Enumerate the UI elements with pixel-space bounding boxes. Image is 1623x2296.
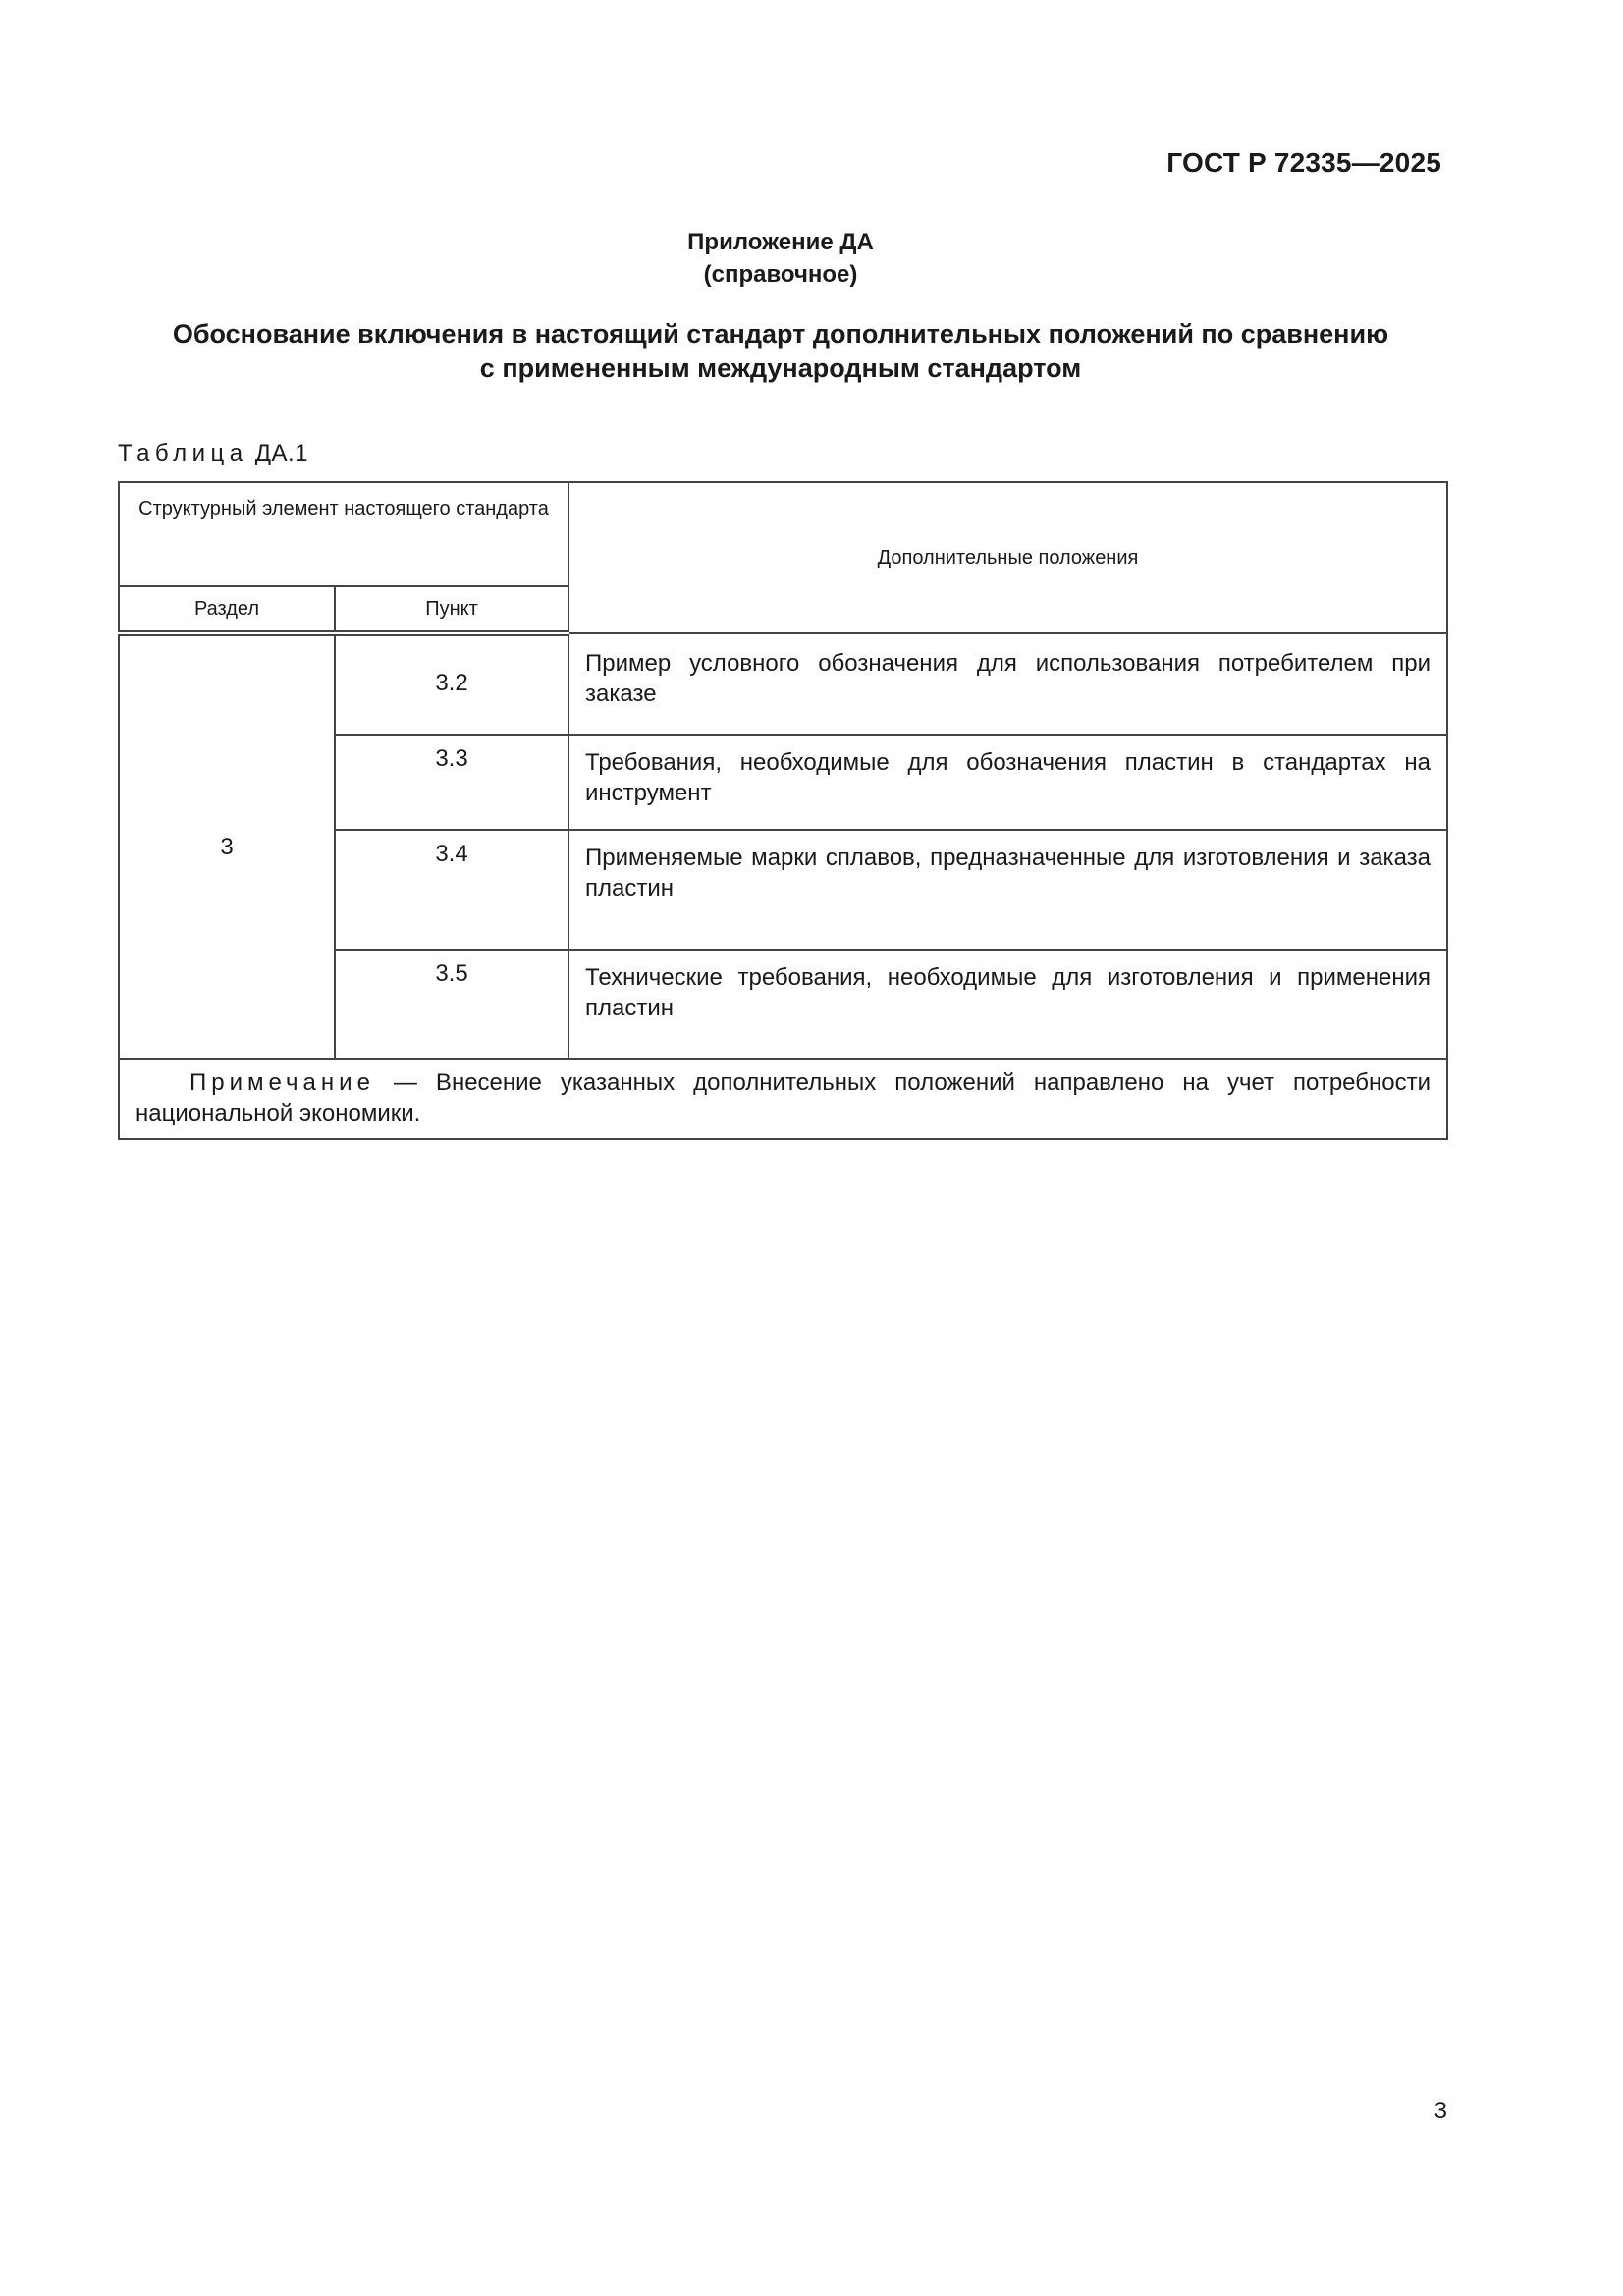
table-note-row xyxy=(119,1059,1447,1139)
document-title-line-1: Обоснование включения в настоящий стандарт дополнительных положений по сравнению xyxy=(172,319,1389,349)
document-title xyxy=(0,317,1561,386)
table-header-row-1 xyxy=(119,482,1447,586)
header-section: Раздел xyxy=(119,586,335,633)
appendix-subtitle: (справочное) xyxy=(703,261,858,288)
page-number: 3 xyxy=(1434,2098,1447,2124)
comparison-table xyxy=(118,481,1448,1140)
note-text: — Внесение указанных дополнительных положений направлено на учет потребности национальной экономики. xyxy=(135,1069,1431,1126)
appendix-heading xyxy=(0,226,1561,291)
section-cell: 3 xyxy=(119,633,335,1059)
table-caption-word: Таблица xyxy=(118,440,248,466)
document-title-line-2: с примененным международным стандартом xyxy=(479,354,1082,383)
table-caption xyxy=(118,440,308,467)
provision-text: Технические требования, необходимые для изготовления и применения пластин xyxy=(568,950,1447,1059)
clause-cell: 3.4 xyxy=(335,830,568,950)
provision-text: Требования, необходимые для обозначения пластин в стандартах на инструмент xyxy=(568,735,1447,830)
appendix-title: Приложение ДА xyxy=(687,229,874,255)
clause-cell: 3.2 xyxy=(335,633,568,735)
document-code: ГОСТ Р 72335—2025 xyxy=(1166,147,1441,178)
header-clause: Пункт xyxy=(335,586,568,633)
provision-text: Применяемые марки сплавов, предназначенные для изготовления и заказа пластин xyxy=(568,830,1447,950)
header-additional-provisions: Дополнительные положения xyxy=(568,482,1447,633)
note-label: Примечание xyxy=(189,1069,375,1096)
clause-cell: 3.5 xyxy=(335,950,568,1059)
table-note xyxy=(119,1059,1447,1139)
clause-cell: 3.3 xyxy=(335,735,568,830)
provision-text: Пример условного обозначения для использования потребителем при заказе xyxy=(568,633,1447,735)
table-row xyxy=(119,633,1447,735)
header-structural-element: Структурный элемент настоящего стандарта xyxy=(119,482,568,586)
table-caption-number: ДА.1 xyxy=(247,440,309,466)
